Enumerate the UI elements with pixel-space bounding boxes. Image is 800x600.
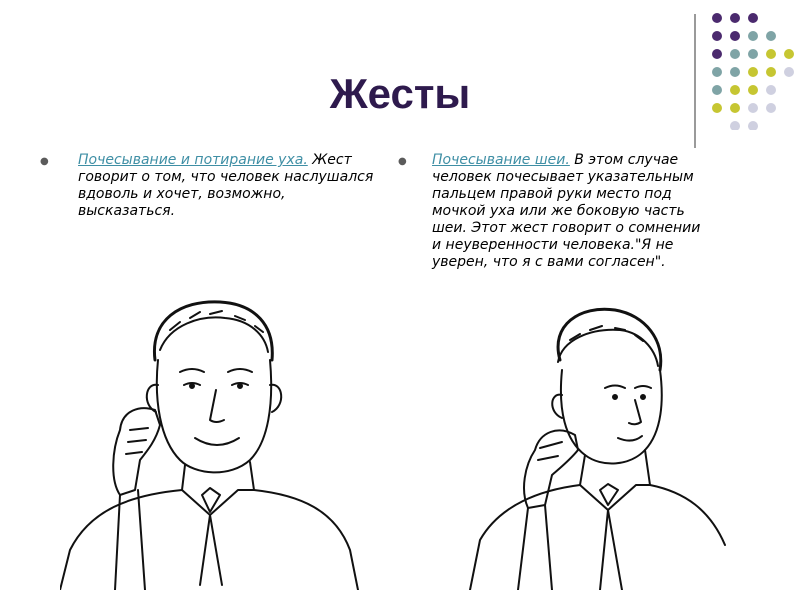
right-item-heading-link[interactable]: Почесывание шеи. [432,152,570,168]
divider-line [694,14,696,148]
left-item-heading-link[interactable]: Почесывание и потирание уха. [78,152,308,168]
left-item-text: Жест говорит о том, что человек наслушался вдоволь и хочет, возможно, высказаться. [78,152,374,219]
left-item [78,152,378,220]
bullet-icon: ● [398,156,407,167]
right-item-text: В этом случае человек почесывает указательным пальцем правой руки место под мочкой уха или же боковую часть шеи. Этот жест говорит о сомнении и неуверенности человека."Я не уверен, что я с вами согласен". [432,152,701,270]
right-item [432,152,712,271]
neck-scratch-illustration [440,300,730,594]
slide-title: Жесты [329,70,471,117]
dot-grid-decoration [705,10,800,130]
ear-scratch-illustration [60,290,360,594]
bullet-icon: ● [40,156,49,167]
